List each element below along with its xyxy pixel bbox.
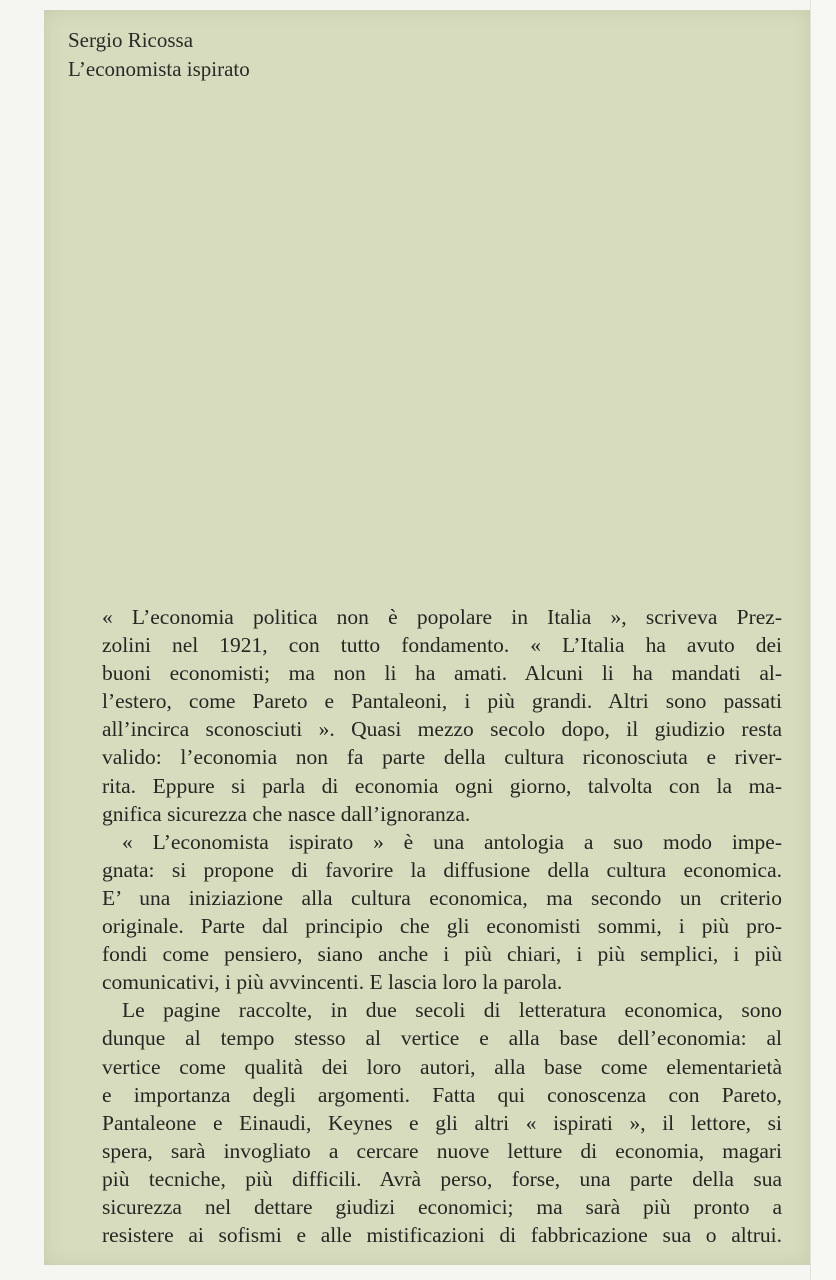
blurb-line: resistere ai sofismi e alle mistificazioni di fabbricazione sua o altrui. [102, 1223, 782, 1248]
blurb-text [102, 603, 782, 1249]
blurb-line: più tecniche, più difficili. Avrà perso, forse, una parte della sua [102, 1166, 782, 1191]
blurb-line: gnifica sicurezza che nasce dall’ignoranza. [102, 801, 471, 826]
blurb-line: spera, sarà invogliato a cercare nuove letture di economia, magari [102, 1138, 782, 1163]
page-edge [810, 0, 836, 1280]
book-title: L’economista ispirato [68, 57, 250, 81]
blurb-line: valido: l’economia non fa parte della cultura riconosciuta e river- [102, 745, 782, 770]
blurb-line: Le pagine raccolte, in due secoli di letteratura economica, sono [122, 998, 782, 1023]
blurb-line: comunicativi, i più avvincenti. E lascia loro la parola. [102, 970, 563, 995]
blurb-line: « L’economia politica non è popolare in Italia », scriveva Prez- [102, 605, 782, 629]
blurb-line: originale. Parte dal principio che gli economisti sommi, i più pro- [102, 914, 782, 939]
blurb-line: « L’economista ispirato » è una antologia a suo modo impe- [122, 829, 782, 854]
blurb-line: all’incirca sconosciuti ». Quasi mezzo secolo dopo, il giudizio resta [102, 717, 782, 742]
blurb-line: e importanza degli argomenti. Fatta qui conoscenza con Pareto, [102, 1082, 782, 1107]
blurb-line: dunque al tempo stesso al vertice e alla base dell’economia: al [102, 1026, 782, 1051]
author-name: Sergio Ricossa [68, 28, 194, 52]
blurb-line: fondi come pensiero, siano anche i più chiari, i più semplici, i più [102, 942, 782, 967]
blurb-line: rita. Eppure si parla di economia ogni giorno, talvolta con la ma- [102, 773, 782, 798]
blurb-line: Pantaleone e Einaudi, Keynes e gli altri « ispirati », il lettore, si [102, 1110, 782, 1135]
blurb-line: vertice come qualità dei loro autori, alla base come elementarietà [102, 1054, 782, 1079]
blurb-line: l’estero, come Pareto e Pantaleoni, i più grandi. Altri sono passati [102, 689, 782, 714]
blurb-line: zolini nel 1921, con tutto fondamento. « L’Italia ha avuto dei [102, 633, 782, 658]
blurb-line: buoni economisti; ma non li ha amati. Alcuni li ha mandati al- [102, 661, 782, 686]
blurb-line: E’ una iniziazione alla cultura economica, ma secondo un criterio [102, 885, 782, 910]
cover-header [68, 26, 250, 84]
blurb-line: sicurezza nel dettare giudizi economici; ma sarà più pronto a [102, 1194, 782, 1219]
blurb-line: gnata: si propone di favorire la diffusione della cultura economica. [102, 857, 782, 882]
